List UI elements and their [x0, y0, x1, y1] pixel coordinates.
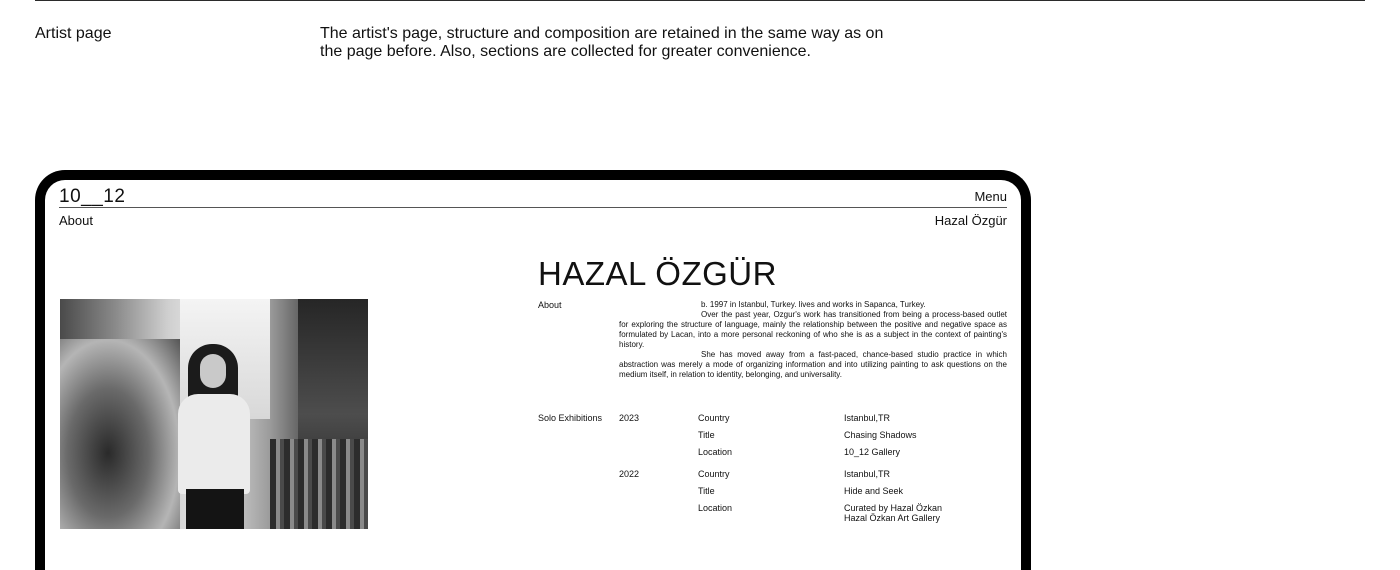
- exhibition-country-label: Country: [698, 469, 730, 479]
- exhibition-title: Chasing Shadows: [844, 430, 917, 440]
- exhibition-title: Hide and Seek: [844, 486, 904, 496]
- top-divider: [35, 0, 1365, 1]
- nav-about-link[interactable]: About: [59, 213, 93, 228]
- section-label: Artist page: [35, 25, 112, 42]
- exhibition-country: Istanbul,TR: [844, 469, 891, 479]
- bio-paragraph: b. 1997 in Istanbul, Turkey. lives and works in Sapanca, Turkey.: [701, 300, 926, 309]
- section-description: The artist's page, structure and composition are retained in the same way as on the page before. Also, sections are collected for greater convenience.: [320, 25, 884, 60]
- photo-figure-shirt: [178, 394, 250, 494]
- photo-painting: [60, 339, 180, 529]
- photo-figure-face: [200, 354, 226, 388]
- exhibition-location-venue: Hazal Özkan Art Gallery: [844, 513, 941, 523]
- exhibition-location-label: Location: [698, 503, 733, 513]
- bio-paragraph: She has moved away from a fast-paced, chance-based studio practice in which abstraction was merely a mode of organizing information and into utilizing painting to ask questions on the medium itself, in relation to identity, belonging, and universality.: [619, 350, 1007, 379]
- exhibition-title-label: Title: [698, 486, 715, 496]
- about-label: About: [538, 300, 562, 310]
- site-logo[interactable]: 10__12: [59, 186, 126, 207]
- device-frame: [35, 170, 1031, 570]
- exhibition-location: 10_12 Gallery: [844, 447, 901, 457]
- menu-button[interactable]: Menu: [974, 189, 1007, 204]
- artist-name-heading: HAZAL ÖZGÜR: [538, 255, 777, 292]
- bio-paragraph: Over the past year, Ozgur's work has transitioned from being a process-based outlet for exploring the structure of language, mainly the relationship between the positive and negative space as formulated by Lacan, into a more personal reckoning of who she is as a subject in the context of painting's history.: [619, 310, 1007, 349]
- artist-bio: [619, 300, 1007, 380]
- exhibition-location-label: Location: [698, 447, 733, 457]
- photo-paint-jars: [270, 439, 368, 529]
- photo-figure-skirt: [186, 489, 244, 529]
- exhibition-title-label: Title: [698, 430, 715, 440]
- solo-exhibitions-label: Solo Exhibitions: [538, 413, 603, 423]
- exhibition-year: 2022: [619, 469, 640, 479]
- exhibition-country-label: Country: [698, 413, 730, 423]
- exhibition-country: Istanbul,TR: [844, 413, 891, 423]
- breadcrumb-artist[interactable]: Hazal Özgür: [934, 213, 1007, 228]
- exhibition-location: Curated by Hazal Özkan: [844, 503, 943, 513]
- artist-page-screen: [45, 180, 1021, 570]
- artist-photo: [60, 299, 368, 529]
- nav-divider: [59, 207, 1007, 208]
- exhibition-year: 2023: [619, 413, 640, 423]
